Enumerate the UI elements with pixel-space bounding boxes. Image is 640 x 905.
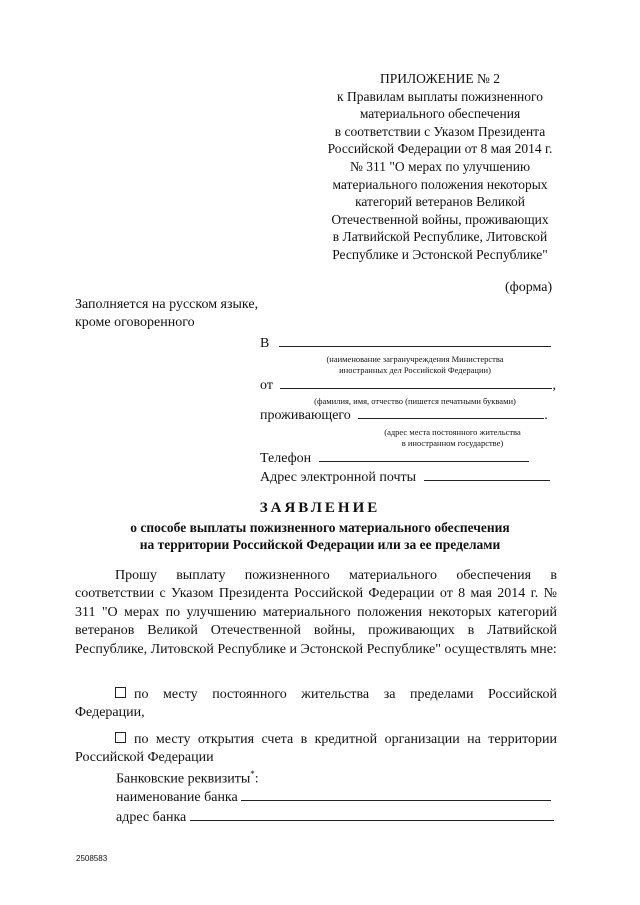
fill-note-line: Заполняется на русском языке, bbox=[75, 297, 259, 312]
bank-name-row bbox=[116, 790, 551, 806]
appendix-header bbox=[290, 70, 590, 264]
to-caption bbox=[280, 354, 550, 376]
subtitle-line: на территории Российской Федерации или за ее пределами bbox=[139, 537, 501, 552]
bank-heading-colon: : bbox=[254, 771, 259, 787]
bank-name-label: наименование банка bbox=[116, 790, 238, 805]
subtitle-line: о способе выплаты пожизненного материального обеспечения bbox=[130, 520, 510, 535]
appendix-line: Республике и Эстонской Республике" bbox=[332, 246, 548, 262]
appendix-line: в соответствии с Указом Президента bbox=[334, 123, 546, 139]
living-input-line[interactable] bbox=[358, 417, 544, 419]
appendix-line: материального обеспечения bbox=[359, 106, 521, 122]
option-russia-label: по месту открытия счета в кредитной организации на территории Российской Федерации bbox=[75, 732, 557, 766]
fill-note bbox=[75, 296, 258, 332]
option-abroad-label: по месту постоянного жительства за пределами Российской Федерации, bbox=[75, 687, 557, 721]
body-paragraph: Прошу выплату пожизненного материального обеспечения в соответствии с Указом Президента Российской Федерации от 8 мая 2014 г. № 311 "О мерах по улучшению материального положения некоторых категорий ветеранов Великой Отечественной войны, проживающих в Латвийской Республике, Литовской Республике и Эстонской Республике" осуществлять мне: bbox=[75, 568, 557, 657]
appendix-line: № 311 "О мерах по улучшению bbox=[349, 158, 531, 174]
footnote-mark: * bbox=[250, 769, 255, 779]
phone-input-line[interactable] bbox=[319, 460, 529, 462]
bank-heading-row bbox=[116, 769, 259, 788]
bank-heading: Банковские реквизиты bbox=[116, 771, 251, 787]
from-suffix: , bbox=[552, 378, 556, 393]
appendix-line: ПРИЛОЖЕНИЕ № 2 bbox=[379, 71, 501, 86]
appendix-line: Российской Федерации от 8 мая 2014 г. bbox=[327, 141, 553, 157]
bank-address-input-line[interactable] bbox=[190, 819, 554, 821]
appendix-line: Отечественной войны, проживающих bbox=[331, 211, 549, 227]
bank-address-label: адрес банка bbox=[116, 810, 187, 825]
living-caption bbox=[355, 427, 550, 449]
phone-label: Телефон bbox=[260, 451, 312, 466]
to-caption-line: иностранных дел Российской Федерации) bbox=[339, 365, 491, 375]
appendix-line: категорий ветеранов Великой bbox=[355, 194, 525, 210]
appendix-line: материального положения некоторых bbox=[332, 176, 548, 192]
email-input-line[interactable] bbox=[424, 479, 550, 481]
living-suffix: . bbox=[544, 408, 548, 423]
living-prefix: проживающего bbox=[260, 408, 351, 423]
living-field-row bbox=[260, 408, 548, 424]
to-input-line[interactable] bbox=[279, 345, 551, 347]
to-prefix: В bbox=[260, 336, 270, 351]
document-id: 2508583 bbox=[76, 854, 108, 863]
living-caption-line: (адрес места постоянного жительства bbox=[384, 427, 521, 437]
phone-field-row bbox=[260, 451, 529, 467]
from-field-row bbox=[260, 378, 556, 394]
to-field-row bbox=[260, 336, 551, 352]
option-abroad bbox=[75, 686, 557, 723]
option-abroad-checkbox[interactable] bbox=[115, 687, 126, 698]
from-prefix: от bbox=[260, 378, 273, 393]
from-input-line[interactable] bbox=[280, 387, 552, 389]
email-field-row bbox=[260, 470, 550, 486]
option-russia bbox=[75, 731, 557, 768]
bank-address-row bbox=[116, 810, 554, 826]
to-caption-line: (наименование загранучреждения Министерства bbox=[326, 354, 504, 364]
fill-note-line: кроме оговоренного bbox=[75, 315, 195, 330]
form-label: (форма) bbox=[505, 280, 553, 295]
appendix-line: к Правилам выплаты пожизненного bbox=[337, 88, 543, 104]
email-label: Адрес электронной почты bbox=[260, 470, 417, 485]
appendix-line: в Латвийской Республике, Литовской bbox=[332, 229, 548, 245]
option-russia-checkbox[interactable] bbox=[115, 732, 126, 743]
from-caption: (фамилия, имя, отчество (пишется печатными буквами) bbox=[314, 396, 516, 406]
living-caption-line: в иностранном государстве) bbox=[401, 438, 504, 448]
bank-name-input-line[interactable] bbox=[241, 799, 551, 801]
document-title: ЗАЯВЛЕНИЕ bbox=[259, 500, 381, 516]
document-subtitle bbox=[60, 519, 580, 553]
